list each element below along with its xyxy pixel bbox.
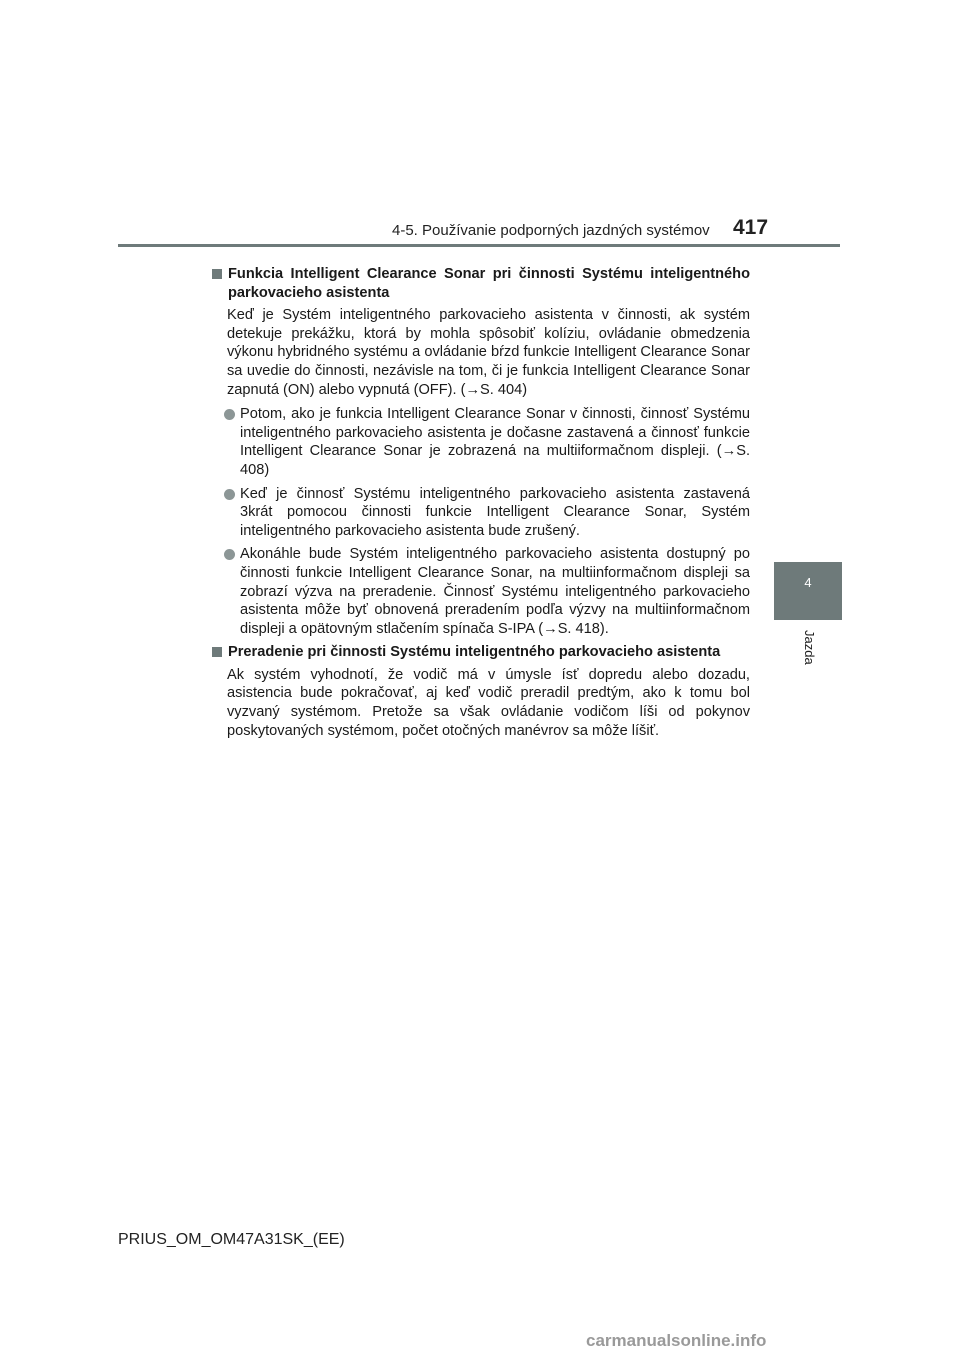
section-heading-text: Preradenie pri činnosti Systému inteligentného parkovacieho asistenta — [228, 644, 721, 661]
header-divider — [118, 244, 840, 247]
watermark: carmanualsonline.info — [586, 1331, 767, 1350]
list-item — [224, 485, 750, 541]
list-item — [224, 405, 750, 479]
chapter-tab: 4 — [774, 562, 842, 620]
chapter-title: 4-5. Používanie podporných jazdných systémov — [392, 222, 710, 239]
list-item-text: Keď je činnosť Systému inteligentného parkovacieho asistenta zastavená 3krát pomocou činnosti funkcie Intelligent Clearance Sonar, Systém inteligentného parkovacieho asistenta bude zrušený. — [240, 485, 750, 539]
page-number: 417 — [733, 216, 769, 239]
circle-bullet-icon — [224, 549, 235, 560]
page-content — [210, 265, 750, 746]
list-item-text: Potom, ako je funkcia Intelligent Clearance Sonar v činnosti, činnosť Systému inteligentného parkovacieho asistenta je dočasne zastavená a činnosť funkcie Intelligent Clearance Sonar je zobrazená na multiiformačnom displeji. (→S. 408) — [240, 406, 750, 478]
section-heading-text: Funkcia Intelligent Clearance Sonar pri činnosti Systému inteligentného parkovacieho asistenta — [228, 266, 750, 301]
section-heading — [210, 643, 750, 662]
square-bullet-icon — [212, 647, 222, 657]
section-shifting — [210, 643, 750, 740]
circle-bullet-icon — [224, 409, 235, 420]
section-intelligent-clearance-sonar — [210, 265, 750, 638]
list-item — [224, 545, 750, 638]
square-bullet-icon — [212, 269, 222, 279]
section-heading — [210, 265, 750, 302]
chapter-tab-label: Jazda — [802, 630, 817, 665]
document-code: PRIUS_OM_OM47A31SK_(EE) — [118, 1231, 345, 1248]
section-paragraph: Ak systém vyhodnotí, že vodič má v úmysle ísť dopredu alebo dozadu, asistencia bude pokračovať, aj keď vodič preradil predtým, ako k tomu bol vyzvaný systémom. Pretože sa však ovládanie vodičom líši od pokynov poskytovaných systémom, počet otočných manévrov sa môže líšiť. — [227, 666, 750, 739]
list-item-text: Akonáhle bude Systém inteligentného parkovacieho asistenta dostupný po činnosti funkcie Intelligent Clearance Sonar, na multiinformačnom displeji sa zobrazí výzva na preradenie. Činnosť Systému inteligentného parkovacieho asistenta môže byť obnovená preradením podľa výzvy na multiinformačnom displeji a opätovným stlačením spínača S-IPA (→S. 418). — [240, 546, 750, 637]
section-paragraph: Keď je Systém inteligentného parkovacieho asistenta v činnosti, ak systém detekuje prekážku, ktorá by mohla spôsobiť kolíziu, ovládanie obmedzenia výkonu hybridného systému a ovládanie bŕzd funkcie Intelligent Clearance Sonar sa uvedie do činnosti, nezávisle na tom, či je funkcia Intelligent Clearance Sonar zapnutá (ON) alebo vypnutá (OFF). (→S. 404) — [227, 307, 750, 398]
circle-bullet-icon — [224, 489, 235, 500]
